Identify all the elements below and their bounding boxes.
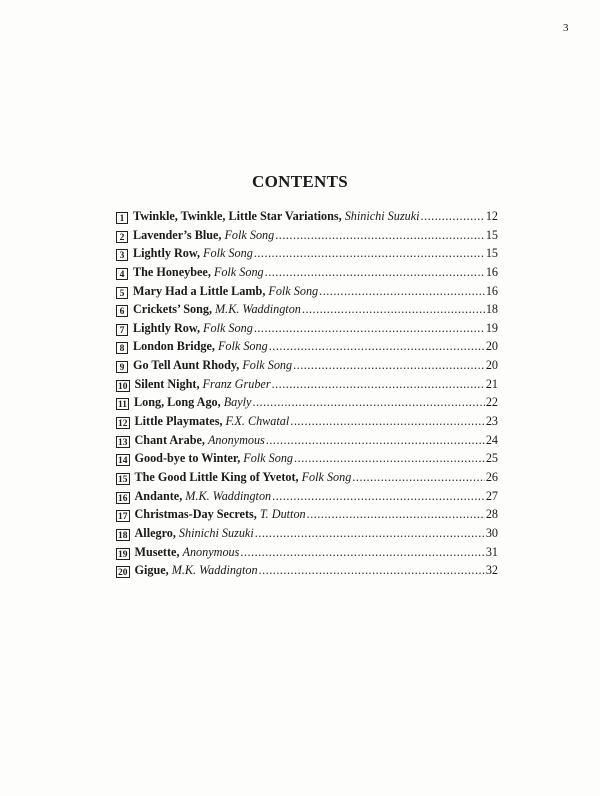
dot-leader xyxy=(421,209,485,224)
entry-composer: Folk Song xyxy=(243,451,294,466)
entry-composer: Folk Song xyxy=(301,469,352,484)
dot-leader xyxy=(272,489,485,504)
toc-entry xyxy=(116,451,498,470)
entry-page: 32 xyxy=(485,563,498,578)
dot-leader xyxy=(272,377,485,392)
toc-entry xyxy=(116,545,498,564)
track-number-box: 20 xyxy=(118,568,128,579)
entry-title: Crickets’ Song, xyxy=(133,302,212,317)
entry-page: 12 xyxy=(485,209,498,223)
toc-entry xyxy=(116,284,498,303)
entry-title: Mary Had a Little Lamb, xyxy=(133,283,266,298)
page-number: 3 xyxy=(563,22,569,34)
entry-title: Good-bye to Winter, xyxy=(134,451,241,466)
entry-composer: Folk Song xyxy=(217,339,268,354)
entry-composer: T. Dutton xyxy=(259,507,306,522)
dot-leader xyxy=(352,470,484,485)
track-number-box: 10 xyxy=(118,381,128,392)
toc-entry xyxy=(116,507,498,526)
track-number-box: 11 xyxy=(118,400,127,411)
entry-page: 15 xyxy=(485,227,498,242)
entry-title: Gigue, xyxy=(134,563,169,578)
track-number-box: 12 xyxy=(118,419,128,430)
toc-entry xyxy=(116,321,498,340)
entry-page: 27 xyxy=(485,488,498,503)
track-number-box: 17 xyxy=(118,512,128,523)
toc-entry xyxy=(116,265,498,284)
track-number-box: 4 xyxy=(116,268,128,280)
entry-title: The Honeybee, xyxy=(133,264,211,279)
entry-composer: Franz Gruber xyxy=(202,376,271,391)
entry-title: Chant Arabe, xyxy=(134,432,205,447)
dot-leader xyxy=(265,265,485,280)
entry-title: Lavender’s Blue, xyxy=(133,227,222,242)
dot-leader xyxy=(259,563,485,578)
track-number-box: 18 xyxy=(118,530,128,541)
track-number-box: 9 xyxy=(116,361,128,373)
entry-composer: Folk Song xyxy=(203,320,253,335)
dot-leader xyxy=(302,302,485,317)
entry-page: 28 xyxy=(485,507,498,522)
toc-entry xyxy=(116,470,498,489)
dot-leader xyxy=(254,246,485,261)
dot-leader xyxy=(240,545,484,560)
dot-leader xyxy=(319,284,485,299)
entry-composer: Folk Song xyxy=(242,358,293,373)
toc-entry xyxy=(116,377,498,396)
toc-entry xyxy=(116,228,498,247)
entry-title: Lightly Row, xyxy=(133,320,201,335)
entry-title: Long, Long Ago, xyxy=(133,395,221,410)
track-number-box: 5 xyxy=(116,287,128,299)
entry-page: 30 xyxy=(485,525,498,540)
page-title: CONTENTS xyxy=(252,172,348,191)
track-number-box: 13 xyxy=(118,437,128,448)
dot-leader xyxy=(290,414,485,429)
entry-title: The Good Little King of Yvetot, xyxy=(134,469,299,484)
entry-composer: Anonymous xyxy=(207,432,265,447)
track-number-box: 7 xyxy=(116,324,128,336)
entry-composer: Anonymous xyxy=(182,544,240,559)
toc-entry xyxy=(116,395,498,414)
entry-composer: M.K. Waddington xyxy=(215,302,301,317)
entry-page: 15 xyxy=(485,246,498,261)
toc-entry xyxy=(116,433,498,452)
entry-composer: M.K. Waddington xyxy=(171,563,258,578)
toc-entry xyxy=(116,339,498,358)
toc-entry xyxy=(116,246,498,265)
toc-entry xyxy=(116,302,498,321)
entry-title: Allegro, xyxy=(134,525,176,540)
entry-composer: Shinichi Suzuki xyxy=(178,525,254,540)
entry-composer: Folk Song xyxy=(268,283,319,298)
entry-page: 31 xyxy=(485,544,498,559)
entry-page: 21 xyxy=(485,376,498,391)
dot-leader xyxy=(275,228,485,243)
track-number-box: 8 xyxy=(116,342,128,354)
entry-page: 24 xyxy=(485,432,498,447)
entry-page: 23 xyxy=(485,414,498,429)
toc-entry xyxy=(116,414,498,433)
toc-entry xyxy=(116,209,498,228)
entry-page: 19 xyxy=(485,320,498,335)
toc-entry xyxy=(116,358,498,377)
track-number-box: 14 xyxy=(118,456,128,467)
entry-page: 25 xyxy=(485,451,498,466)
track-number-box: 6 xyxy=(116,305,128,317)
entry-title: Go Tell Aunt Rhody, xyxy=(133,358,240,373)
entry-page: 16 xyxy=(485,264,498,279)
track-number-box: 16 xyxy=(118,493,128,504)
entry-composer: Bayly xyxy=(223,395,252,410)
entry-page: 22 xyxy=(485,395,498,410)
entry-composer: Folk Song xyxy=(203,246,253,261)
entry-page: 16 xyxy=(485,283,498,298)
entry-composer: M.K. Waddington xyxy=(185,488,272,503)
entry-title: Silent Night, xyxy=(134,376,200,391)
dot-leader xyxy=(294,451,485,466)
track-number-box: 1 xyxy=(116,212,128,224)
dot-leader xyxy=(293,358,485,373)
entry-composer: F.X. Chwatal xyxy=(225,414,290,429)
entry-title: Little Playmates, xyxy=(134,414,223,429)
entry-composer: Shinichi Suzuki xyxy=(344,209,420,223)
entry-composer: Folk Song xyxy=(213,264,264,279)
dot-leader xyxy=(252,395,484,410)
toc-entry xyxy=(116,526,498,545)
entry-title: Christmas-Day Secrets, xyxy=(134,507,257,522)
entry-page: 20 xyxy=(485,358,498,373)
track-number-box: 3 xyxy=(116,249,128,261)
toc-entry xyxy=(116,563,498,582)
entry-title: Lightly Row, xyxy=(133,246,201,261)
entry-title: Twinkle, Twinkle, Little Star Variations, xyxy=(133,209,342,223)
entry-title: Musette, xyxy=(134,544,180,559)
entry-title: London Bridge, xyxy=(133,339,215,354)
track-number-box: 2 xyxy=(116,231,128,243)
entry-composer: Folk Song xyxy=(224,227,275,242)
entry-page: 18 xyxy=(485,302,498,317)
dot-leader xyxy=(255,526,485,541)
track-number-box: 19 xyxy=(118,549,128,560)
dot-leader xyxy=(269,339,485,354)
table-of-contents xyxy=(116,209,498,582)
dot-leader xyxy=(307,507,485,522)
dot-leader xyxy=(254,321,485,336)
entry-title: Andante, xyxy=(134,488,183,503)
toc-entry xyxy=(116,489,498,508)
entry-page: 26 xyxy=(485,469,498,484)
dot-leader xyxy=(266,433,485,448)
entry-page: 20 xyxy=(485,339,498,354)
track-number-box: 15 xyxy=(118,474,128,485)
